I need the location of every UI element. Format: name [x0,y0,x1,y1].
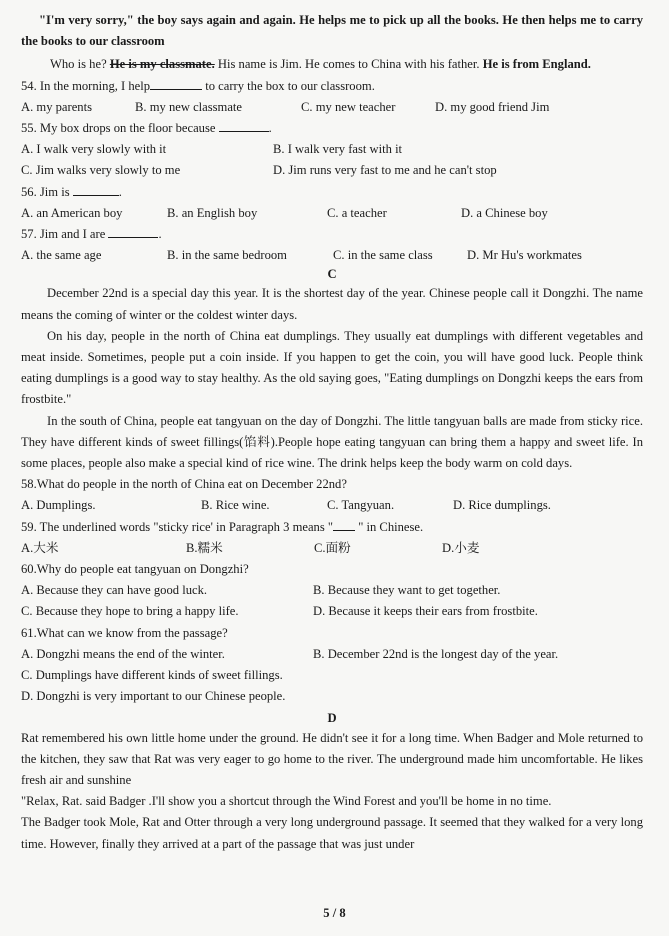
question-54-options [21,97,643,118]
section-c-paragraph-3: In the south of China, people eat tangyuan on the day of Dongzhi. The little tangyuan balls are made from sticky rice. They have different kinds of sweet fillings(馅料).People hope eating tangyuan can bring them a happy and sweet life. In some places, people also make a special kind of rice wine. The drink helps keep the body warm on cold days. [21,413,643,471]
question-57-options [21,245,643,266]
question-56-stem-post: . [118,184,122,199]
option-60-c: C. Because they hope to bring a happy life. [21,604,239,619]
page-number: 5 / 8 [323,905,346,920]
question-59-blank [333,517,355,531]
question-57-blank [108,224,158,238]
question-58: 58.What do people in the north of China eat on December 22nd? [21,477,347,492]
option-55-a: A. I walk very slowly with it [21,142,167,157]
option-58-b: B. Rice wine. [201,498,270,513]
question-60: 60.Why do people eat tangyuan on Dongzhi? [21,562,249,577]
option-60-b: B. Because they want to get together. [313,583,501,598]
question-54-blank [150,76,202,90]
option-56-c: C. a teacher [327,205,387,220]
option-55-d: D. Jim runs very fast to me and he can't stop [273,163,497,178]
question-54-stem-pre: 54. In the morning, I help [21,78,151,93]
option-55-b: B. I walk very fast with it [273,142,403,157]
section-d-paragraph-2: "Relax, Rat. said Badger .I'll show you a shortcut through the Wind Forest and you'll be home in no time. [21,794,552,809]
question-60-options-row-1 [21,580,643,601]
option-59-b: B.糯米 [186,540,223,555]
question-57-stem-pre: 57. Jim and I are [21,227,106,242]
question-56-stem-pre: 56. Jim is [21,184,70,199]
option-61-a: A. Dongzhi means the end of the winter. [21,646,225,661]
option-57-b: B. in the same bedroom [167,248,287,263]
option-57-d: D. Mr Hu's workmates [467,248,582,263]
option-56-b: B. an English boy [167,205,258,220]
question-59-options [21,538,643,559]
question-54 [21,76,643,97]
option-57-a: A. the same age [21,248,102,263]
section-d-label: D [327,710,337,725]
option-59-a: A.大米 [21,540,59,555]
option-55-c: C. Jim walks very slowly to me [21,163,181,178]
question-56 [21,182,643,203]
question-61-options-row-1 [21,644,643,665]
option-60-a: A. Because they can have good luck. [21,583,208,598]
section-d-paragraph-3: The Badger took Mole, Rat and Otter through a very long underground passage. It seemed that they walked for a very long time. However, finally they arrived at a part of the passage that was just under [21,815,643,851]
question-58-options [21,495,643,516]
question-57-stem-post: . [158,227,162,242]
question-55-options-row-2 [21,160,643,181]
question-57 [21,224,643,245]
question-55 [21,118,643,139]
section-d-paragraph-1: Rat remembered his own little home under the ground. He didn't see it for a long time. When Badger and Mole returned to the kitchen, they saw that Rat was very eager to go home to the river. The underground made him uncomfortable. He likes fresh air and sunshine [21,730,643,787]
passage-b-p2-part-c: His name is Jim. He comes to China with his father. [214,57,483,72]
question-56-blank [73,182,119,196]
option-54-a: A. my parents [21,99,92,114]
passage-b-p2-part-b: He is my classmate. [109,57,215,72]
question-61: 61.What can we know from the passage? [21,625,228,640]
section-c-label: C [327,267,337,282]
option-56-a: A. an American boy [21,205,123,220]
question-54-stem-post: to carry the box to our classroom. [205,78,375,93]
option-60-d: D. Because it keeps their ears from frostbite. [313,604,538,619]
passage-b-p2-part-d: He is from England. [482,57,591,72]
option-54-b: B. my new classmate [135,99,243,114]
option-59-d: D.小麦 [442,540,480,555]
question-55-stem-post: . [268,121,272,136]
question-59-stem-pre: 59. The underlined words "sticky rice' in Paragraph 3 means " [21,519,334,534]
question-59 [21,517,643,538]
option-57-c: C. in the same class [333,248,433,263]
option-58-a: A. Dumplings. [21,498,96,513]
option-61-d: D. Dongzhi is very important to our Chinese people. [21,689,286,704]
question-59-stem-post: " in Chinese. [358,519,424,534]
section-c-paragraph-1: December 22nd is a special day this year. It is the shortest day of the year. Chinese people call it Dongzhi. The name means the coming of winter or the coldest winter days. [21,286,643,322]
option-61-c: C. Dumplings have different kinds of sweet fillings. [21,668,283,683]
option-54-d: D. my good friend Jim [435,99,550,114]
option-59-c: C.面粉 [314,540,351,555]
question-55-options-row-1 [21,139,643,160]
option-58-d: D. Rice dumplings. [453,498,551,513]
option-58-c: C. Tangyuan. [327,498,395,513]
question-55-blank [219,118,269,132]
passage-b-p2-part-a: Who is he? [50,57,110,72]
option-54-c: C. my new teacher [301,99,396,114]
option-61-b: B. December 22nd is the longest day of the year. [313,646,559,661]
question-60-options-row-2 [21,601,643,622]
passage-b-paragraph-2 [21,54,643,75]
section-c-paragraph-2: On his day, people in the north of China eat dumplings. They usually eat dumplings with different vegetables and meat inside. Sometimes, people put a coin inside. If you happen to get the coin, you will have good luck. People think eating dumplings is a good way to stay healthy. As the old saying goes, "Eating dumplings on Dongzhi keeps the ears from frostbite." [21,328,643,407]
passage-b-paragraph-1: "I'm very sorry," the boy says again and again. He helps me to pick up all the books. He then helps me to carry the books to our classroom [21,13,643,49]
question-56-options [21,203,643,224]
option-56-d: D. a Chinese boy [461,205,548,220]
question-55-stem-pre: 55. My box drops on the floor because [21,121,216,136]
